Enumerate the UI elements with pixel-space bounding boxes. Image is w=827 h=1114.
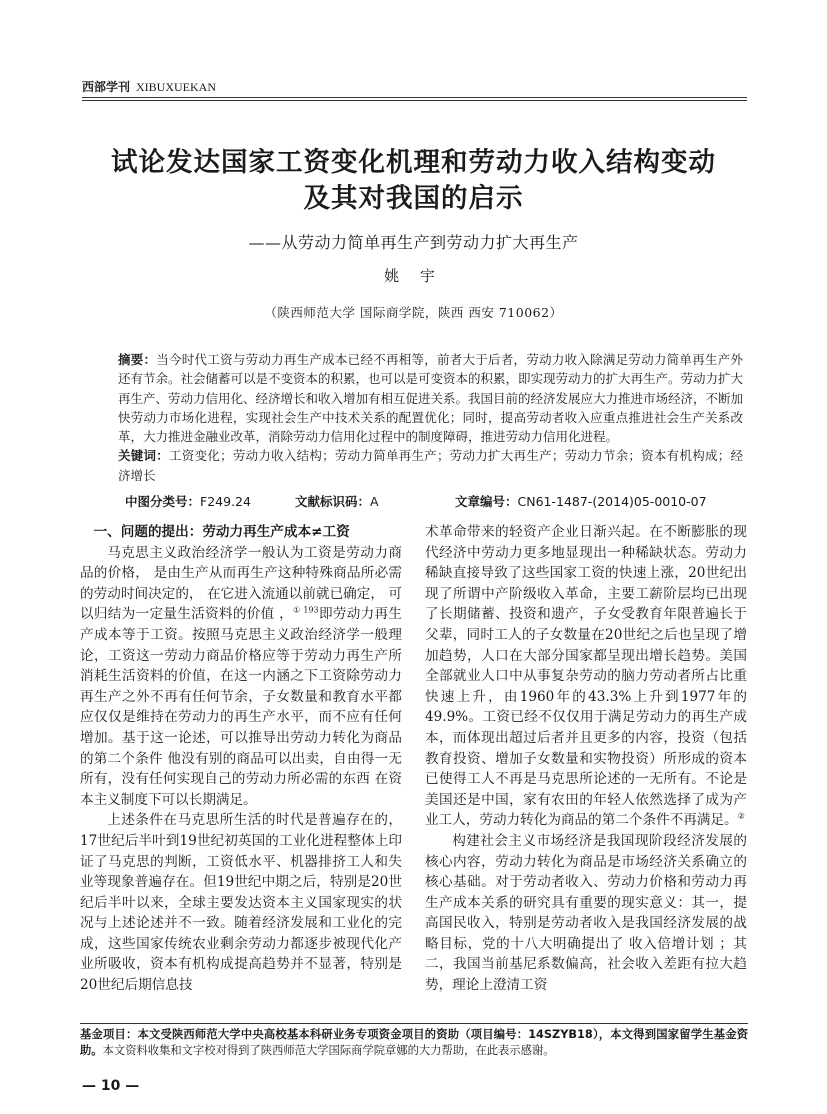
fund-label: 基金项目： [80,1028,138,1041]
journal-name-cn: 西部学刊 [82,80,131,94]
section-heading: 一、问题的提出：劳动力再生产成本≠工资 [93,524,350,540]
acknowledgement: 本文资料收集和文字校对得到了陕西师范大学国际商学院章娜的大力帮助，在此表示感谢。 [102,1044,555,1057]
keywords [118,446,743,485]
body-column-right [425,522,747,996]
author-name: 姚 宇 [384,267,443,285]
abstract-block [118,350,743,485]
paragraph: 术革命带来的轻资产企业日渐兴起。在不断膨胀的现代经济中劳动力更多地显现出一种稀缺状态。劳动力稀缺直接导致了这些国家工资的快速上涨，20世纪出现了所谓中产阶级收入革命，主要工薪阶层均已出现了长期储蓄、投资和遗产，子女受教育年限普遍长于父辈，同时工人的子女数量在20世纪之后也呈现了增加趋势，人口在大部分国家都呈现出增长趋势。美国全部就业人口中从事复杂劳动的脑力劳动者所占比重快速上升，由1960年的43.3%上升到1977年的49.9%。工资已经不仅仅用于满足劳动力的再生产成本，而体现出超过后者并且更多的内容，投资（包括教育投资、增加子女数量和实物投资）所形成的资本已使得工人不再是马克思所论述的一无所有。不论是美国还是中国，家有农田的年轻人依然选择了成为产业工人，劳动力转化为商品的第二个条件不再满足。② [425,524,747,829]
footnote-rule [80,1023,748,1024]
citation-marker: ② [737,811,745,821]
footnote [80,1027,748,1059]
page-number: — 10 — [82,1078,140,1094]
paragraph: 马克思主义政治经济学一般认为工资是劳动力商品的价格， 是由生产从而再生产这种特殊商品所必需的劳动时间决定的， 在它进入流通以前就已确定， 可以归结为一定量生活资料的价值 ，$^{① 193}$即劳动力再生产成本等于工资。按照马克思主义政治经济学一般理论，工资这一劳动力商品价格应等于劳动力再生产所消耗生活资料的价值，在这一内涵之下工资除劳动力再生产之外不再有任何节余，子女数量和教育水平都应仅仅是维持在劳动力的再生产水平，而不应有任何增加。基于这一论述，可以推导出劳动力转化为商品的第二个条件 他没有别的商品可以出卖，自由得一无所有，没有任何实现自己的劳动力所必需的东西 在资本主义制度下可以长期满足。 [80,544,403,808]
article-subtitle: ——从劳动力简单再生产到劳动力扩大再生产 [248,233,579,252]
document-code: 文献标识码：A [295,494,379,509]
header-rule-thin [82,100,747,101]
paragraph: 构建社会主义市场经济是我国现阶段经济发展的核心内容，劳动力转化为商品是市场经济关系确立的核心基础。对于劳动者收入、劳动力价格和劳动力再生产成本关系的研究具有重要的现实意义：其一，提高国民收入，特别是劳动者收入是我国经济发展的战略目标，党的十八大明确提出了 收入倍增计划 ；其二，我国当前基尼系数偏高，社会收入差距有拉大趋势，理论上澄清工资 [425,832,747,994]
abstract-label: 摘要： [118,352,157,367]
article-title-line-2: 及其对我国的启示 [303,183,524,214]
keywords-text: 工资变化；劳动力收入结构；劳动力简单再生产；劳动力扩大再生产；劳动力节余；资本有机构成；经济增长 [118,448,743,483]
abstract-text: 当今时代工资与劳动力再生产成本已经不再相等，前者大于后者，劳动力收入除满足劳动力简单再生产外还有节余。社会储蓄可以是不变资本的积累，也可以是可变资本的积累，即实现劳动力的扩大再生产。劳动力扩大再生产、劳动力信用化、经济增长和收入增加有相互促进关系。我国目前的经济发展应大力推进市场经济，不断加快劳动力市场化进程，实现社会生产中技术关系的配置优化；同时，提高劳动者收入应重点推进社会生产关系改革，大力推进金融业改革，消除劳动力信用化过程中的制度障碍，推进劳动力信用化进程。 [118,352,744,445]
article-title-line-1: 试论发达国家工资变化机理和劳动力收入结构变动 [111,147,716,178]
fund-text: 本文受陕西师范大学中央高校基本科研业务专项资金项目的资助（项目编号：14SZYB18），本文得到国家留学生基金资助。 [80,1028,748,1057]
citation-marker: ① 193 [293,605,319,615]
abstract [118,350,743,446]
header-rule [82,97,747,98]
running-header [82,78,747,95]
clc-code: 中图分类号：F249.24 [125,494,251,509]
paragraph: 上述条件在马克思所生活的时代是普遍存在的，17世纪后半叶到19世纪初英国的工业化进程整体上印证了马克思的判断，工资低水平、机器排挤工人和失业等现象普遍存在。但19世纪中期之后，特别是20世纪后半叶以来，全球主要发达资本主义国家现实的状况与上述论述并不一致。随着经济发展和工业化的完成，这些国家传统农业剩余劳动力都逐步被现代化产业所吸收，资本有机构成提高趋势并不显著，特别是20世纪后期信息技 [80,812,402,994]
article-number: 文章编号：CN61-1487-(2014)05-0010-07 [455,494,707,509]
body-column-left [80,522,402,996]
keywords-label: 关键词： [118,448,170,464]
author-affiliation: （陕西师范大学 国际商学院，陕西 西安 710062） [264,305,563,320]
journal-name-en: XIBUXUEKAN [136,80,217,94]
